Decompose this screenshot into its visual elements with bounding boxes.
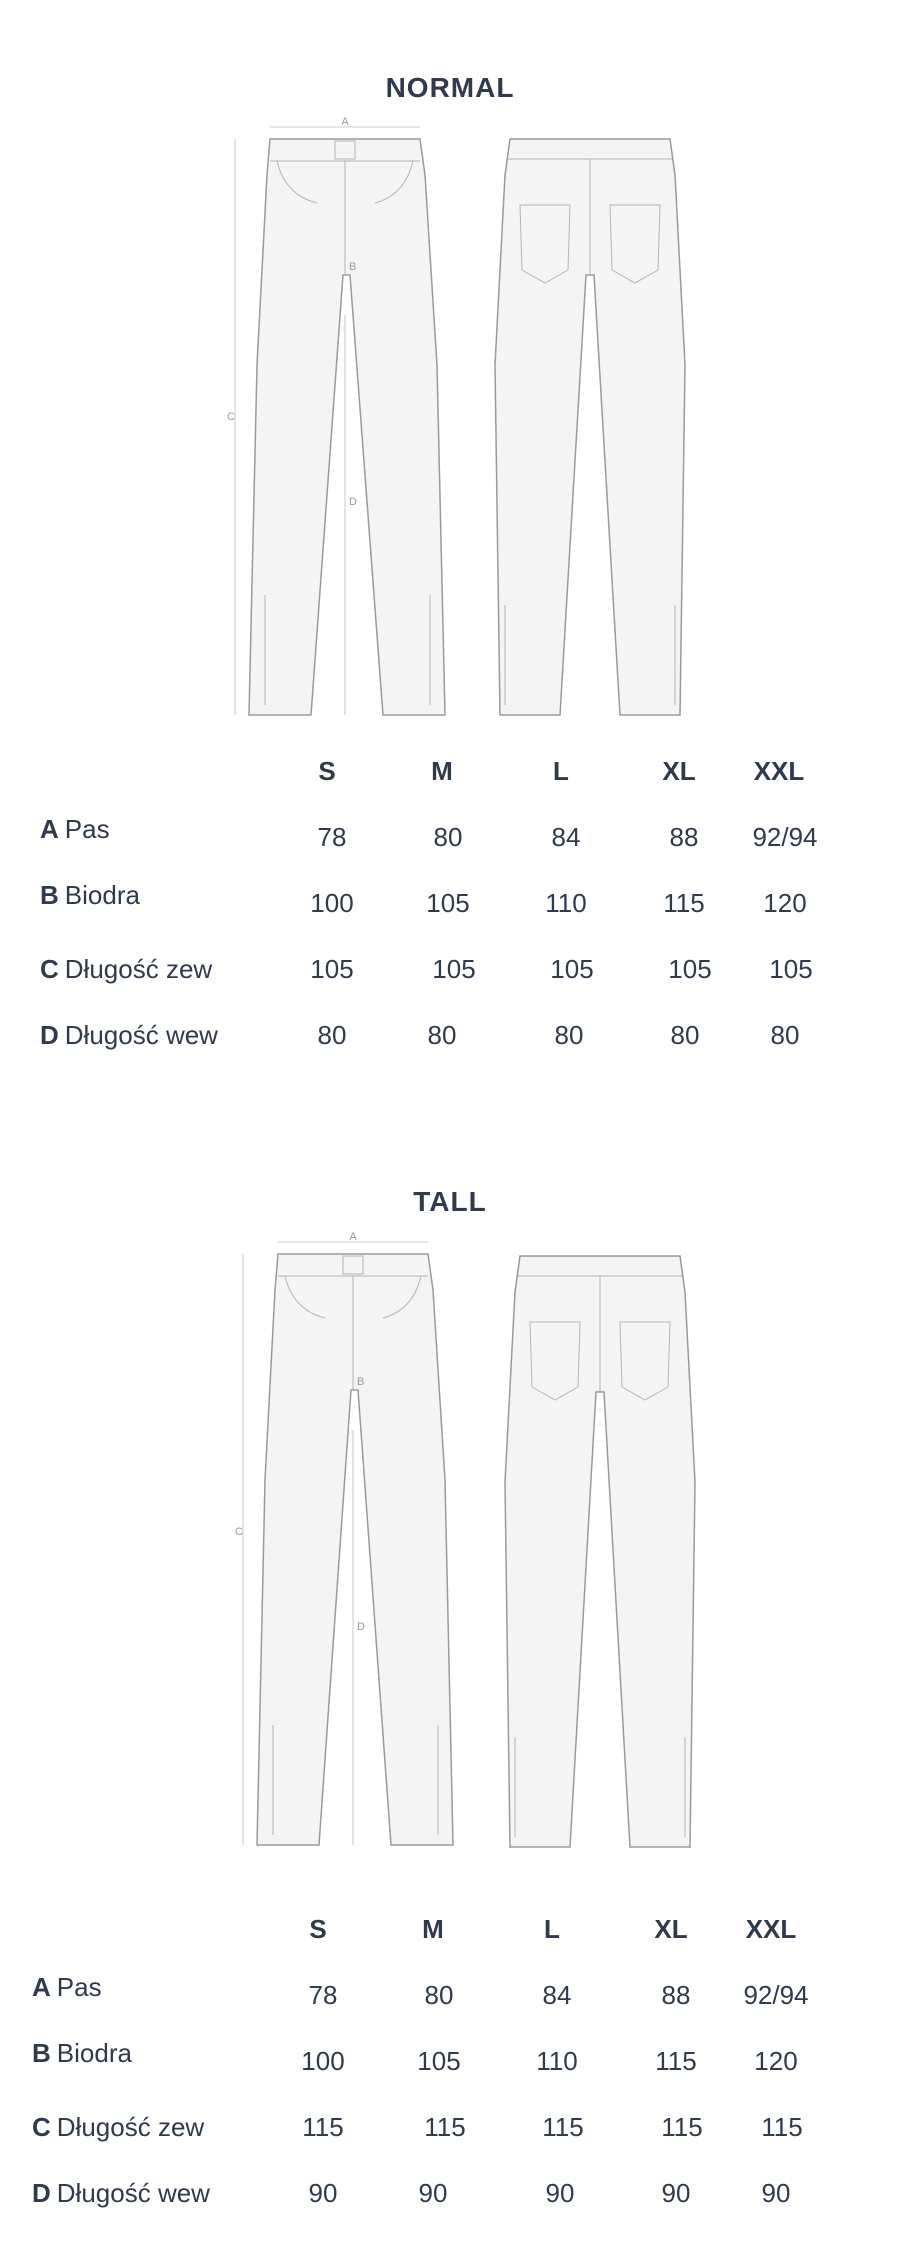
section-tall <box>0 1112 900 2250</box>
row-letter: B <box>32 2038 51 2068</box>
table-cell: 115 <box>761 2112 803 2142</box>
table-cell: 84 <box>542 1980 572 2010</box>
row-label-text: Długość wew <box>64 1020 218 1050</box>
table-cell: 105 <box>432 954 476 984</box>
size-header-xl: XL <box>654 1914 688 1944</box>
row-label-text: Długość zew <box>56 2112 205 2142</box>
jeans-front-sketch <box>225 115 455 720</box>
row-letter: A <box>40 814 59 844</box>
measure-a-label: A <box>349 1231 357 1243</box>
table-cell: 115 <box>542 2112 584 2142</box>
row-label-dlugosc-wew <box>32 2178 210 2209</box>
table-cell: 105 <box>668 954 712 984</box>
row-letter: D <box>40 1020 59 1050</box>
table-cell: 110 <box>536 2046 578 2076</box>
row-label-biodra <box>40 880 140 911</box>
table-cell: 78 <box>317 822 347 852</box>
row-label-text: Biodra <box>64 880 140 910</box>
row-letter: C <box>40 954 59 984</box>
table-cell: 80 <box>424 1980 454 2010</box>
row-label-dlugosc-zew <box>32 2112 204 2143</box>
row-label-biodra <box>32 2038 132 2069</box>
row-letter: C <box>32 2112 51 2142</box>
row-label-text: Pas <box>56 1972 102 2002</box>
table-cell: 120 <box>763 888 807 918</box>
table-cell: 100 <box>310 888 354 918</box>
table-cell: 90 <box>418 2178 448 2208</box>
table-cell: 92/94 <box>752 822 818 852</box>
table-cell: 115 <box>302 2112 344 2142</box>
table-cell: 80 <box>433 822 463 852</box>
row-letter: B <box>40 880 59 910</box>
table-cell: 92/94 <box>743 1980 809 2010</box>
measure-d-label: D <box>349 496 357 508</box>
table-cell: 105 <box>417 2046 461 2076</box>
table-cell: 80 <box>554 1020 584 1050</box>
row-letter: D <box>32 2178 51 2208</box>
jeans-back-sketch <box>490 135 690 720</box>
row-label-text: Długość wew <box>56 2178 210 2208</box>
section-title: TALL <box>413 1186 487 1217</box>
table-cell: 110 <box>545 888 587 918</box>
jeans-front-sketch <box>233 1230 463 1850</box>
size-header-m: M <box>431 756 453 786</box>
table-cell: 115 <box>655 2046 697 2076</box>
jeans-back-sketch <box>500 1252 700 1852</box>
row-label-dlugosc-wew <box>40 1020 218 1051</box>
table-cell: 80 <box>427 1020 457 1050</box>
size-header-s: S <box>318 756 336 786</box>
size-header-l: L <box>553 756 569 786</box>
size-header-m: M <box>422 1914 444 1944</box>
table-cell: 100 <box>301 2046 345 2076</box>
table-cell: 115 <box>424 2112 466 2142</box>
row-label-pas <box>32 1972 102 2003</box>
table-cell: 105 <box>550 954 594 984</box>
table-cell: 80 <box>770 1020 800 1050</box>
section-normal <box>0 0 900 1100</box>
row-label-text: Biodra <box>56 2038 132 2068</box>
measure-a-label: A <box>341 116 349 128</box>
size-header-l: L <box>544 1914 560 1944</box>
size-header-xxl: XXL <box>745 1914 797 1944</box>
table-cell: 80 <box>670 1020 700 1050</box>
measure-c-label: C <box>235 1526 243 1538</box>
table-cell: 105 <box>769 954 813 984</box>
table-cell: 115 <box>661 2112 703 2142</box>
table-cell: 90 <box>761 2178 791 2208</box>
table-cell: 105 <box>426 888 470 918</box>
row-label-pas <box>40 814 110 845</box>
row-label-dlugosc-zew <box>40 954 212 985</box>
table-cell: 90 <box>661 2178 691 2208</box>
size-header-xl: XL <box>662 756 696 786</box>
measure-d-label: D <box>357 1621 365 1633</box>
table-cell: 120 <box>754 2046 798 2076</box>
section-title: NORMAL <box>385 72 515 103</box>
row-label-text: Długość zew <box>64 954 213 984</box>
row-label-text: Pas <box>64 814 110 844</box>
table-cell: 90 <box>545 2178 575 2208</box>
measure-b-label: B <box>349 261 357 273</box>
table-cell: 84 <box>551 822 581 852</box>
table-cell: 90 <box>308 2178 338 2208</box>
table-cell: 105 <box>310 954 354 984</box>
row-letter: A <box>32 1972 51 2002</box>
measure-b-label: B <box>357 1376 365 1388</box>
table-cell: 115 <box>663 888 705 918</box>
measure-c-label: C <box>227 411 235 423</box>
size-header-xxl: XXL <box>753 756 805 786</box>
table-cell: 78 <box>308 1980 338 2010</box>
table-cell: 88 <box>669 822 699 852</box>
table-cell: 80 <box>317 1020 347 1050</box>
size-header-s: S <box>309 1914 327 1944</box>
table-cell: 88 <box>661 1980 691 2010</box>
